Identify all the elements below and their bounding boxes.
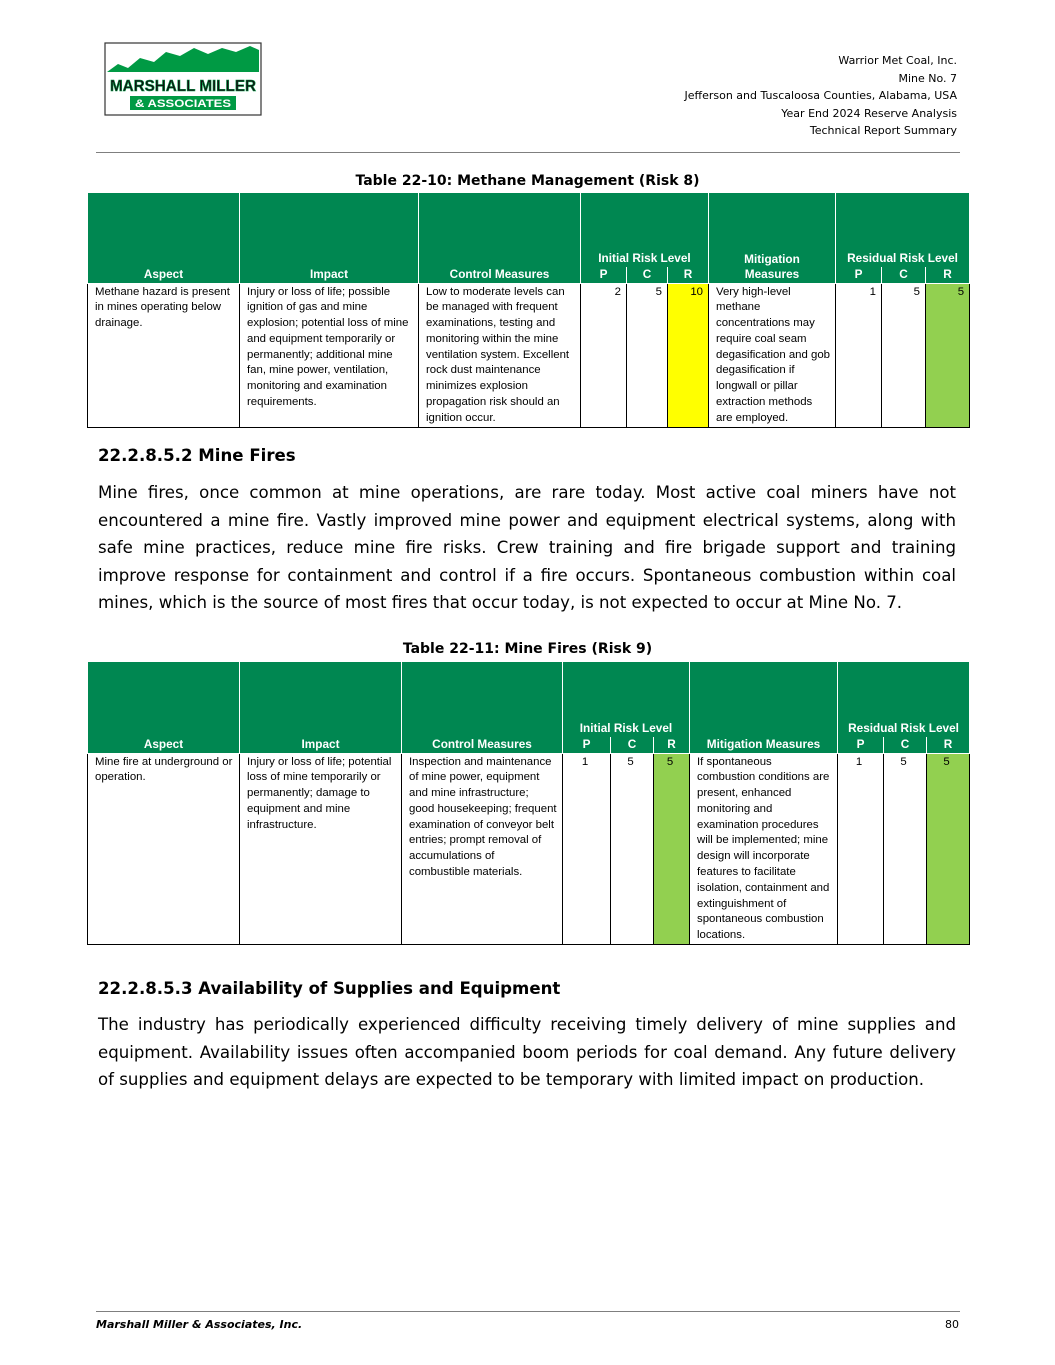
header-divider — [96, 152, 960, 153]
company-logo — [104, 42, 262, 116]
col-aspect: Aspect — [88, 662, 240, 754]
table-22-10-title: Table 22-10: Methane Management (Risk 8) — [355, 173, 700, 189]
col-initial-risk-level: Initial Risk Level — [581, 193, 709, 267]
logo-text-top: MARSHALL MILLER — [110, 78, 256, 95]
cell-residual-r: 5 — [927, 753, 970, 945]
col-residual-c: C — [884, 737, 927, 754]
cell-control-measures: Inspection and maintenance of mine power, equipment and mine infrastructure; good housekeeping; frequent examination of conveyor belt entries; prompt removal of accumulations of combustible materials. — [402, 753, 563, 945]
methane-management-table — [87, 192, 970, 428]
col-residual-risk-level: Residual Risk Level — [836, 193, 970, 267]
cell-residual-p: 1 — [838, 753, 884, 945]
logo-text-bottom: & ASSOCIATES — [135, 98, 231, 110]
col-residual-p: P — [838, 737, 884, 754]
col-initial-r: R — [668, 267, 709, 284]
cell-residual-p: 1 — [836, 283, 882, 427]
cell-initial-p: 1 — [563, 753, 611, 945]
col-residual-r: R — [927, 737, 970, 754]
col-residual-risk-level: Residual Risk Level — [838, 662, 970, 737]
header-report: Technical Report Summary — [809, 124, 957, 137]
col-residual-c: C — [882, 267, 926, 284]
col-mitigation-measures: Mitigation Measures — [709, 193, 836, 284]
col-initial-p: P — [563, 737, 611, 754]
cell-residual-c: 5 — [882, 283, 926, 427]
col-mitigation-measures: Mitigation Measures — [690, 662, 838, 754]
table-row — [88, 283, 970, 427]
paragraph-availability: The industry has periodically experienced difficulty receiving timely delivery of mine supplies and equipment. Availability issues often accompanied boom periods for coal demand. Any future delivery of supplies and equipment delays are expected to be temporary with limited impact on production. — [98, 1015, 956, 1090]
section-heading-mine-fires: 22.2.8.5.2 Mine Fires — [98, 446, 296, 465]
col-aspect: Aspect — [88, 193, 240, 284]
header-analysis: Year End 2024 Reserve Analysis — [781, 106, 957, 120]
cell-aspect: Methane hazard is present in mines operating below drainage. — [88, 283, 240, 427]
cell-residual-r: 5 — [926, 283, 970, 427]
col-residual-r: R — [926, 267, 970, 284]
table-22-11-title: Table 22-11: Mine Fires (Risk 9) — [402, 641, 653, 657]
footer-company: Marshall Miller & Associates, Inc. — [96, 1318, 303, 1331]
section-heading-availability: 22.2.8.5.3 Availability of Supplies and Equipment — [98, 979, 561, 998]
cell-impact: Injury or loss of life; possible ignition of gas and mine explosion; potential loss of mine and equipment temporarily or permanently; additional mine fan, mine power, ventilation, monitoring and examination requirements. — [240, 283, 419, 427]
cell-initial-c: 5 — [627, 283, 668, 427]
col-impact: Impact — [240, 193, 419, 284]
cell-initial-c: 5 — [611, 753, 654, 945]
col-impact: Impact — [240, 662, 402, 754]
report-header — [685, 52, 958, 140]
cell-initial-p: 2 — [581, 283, 627, 427]
header-mine: Mine No. 7 — [898, 71, 957, 85]
paragraph-mine-fires: Mine fires, once common at mine operations, are rare today. Most active coal miners have not encountered a mine fire. Vastly improved mine power and equipment electrical systems, along with safe mine practices, reduce mine fire risks. Crew training and fire brigade support and training improve response for containment and control if a fire occurs. Spontaneous combustion within coal mines, which is the source of most fires that occur today, is not expected to occur at Mine No. 7. — [98, 483, 956, 613]
col-initial-r: R — [654, 737, 690, 754]
cell-mitigation-measures: Very high-level methane concentrations may require coal seam degasification and gob degasification if longwall or pillar extraction methods are employed. — [709, 283, 836, 427]
col-initial-p: P — [581, 267, 627, 284]
cell-mitigation-measures: If spontaneous combustion conditions are present, enhanced monitoring and examination procedures will be implemented; mine design will incorporate features to facilitate isolation, containment and extinguishment of spontaneous combustion locations. — [690, 753, 838, 945]
col-initial-risk-level: Initial Risk Level — [563, 662, 690, 737]
cell-initial-r: 10 — [668, 283, 709, 427]
header-company: Warrior Met Coal, Inc. — [838, 54, 957, 67]
table-row — [88, 753, 970, 945]
header-location: Jefferson and Tuscaloosa Counties, Alabama, USA — [684, 89, 957, 102]
page-number: 80 — [945, 1318, 959, 1331]
col-control-measures: Control Measures — [402, 662, 563, 754]
cell-aspect: Mine fire at underground or operation. — [88, 753, 240, 945]
cell-impact: Injury or loss of life; potential loss of mine temporarily or permanently; damage to equipment and mine infrastructure. — [240, 753, 402, 945]
mine-fires-table — [87, 661, 970, 945]
cell-initial-r: 5 — [654, 753, 690, 945]
cell-residual-c: 5 — [884, 753, 927, 945]
col-initial-c: C — [611, 737, 654, 754]
col-control-measures: Control Measures — [419, 193, 581, 284]
footer-divider — [96, 1311, 960, 1312]
cell-control-measures: Low to moderate levels can be managed with frequent examinations, testing and monitoring within the mine ventilation system. Excellent rock dust maintenance minimizes explosion propagation risk should an ignition occur. — [419, 283, 581, 427]
col-residual-p: P — [836, 267, 882, 284]
col-initial-c: C — [627, 267, 668, 284]
